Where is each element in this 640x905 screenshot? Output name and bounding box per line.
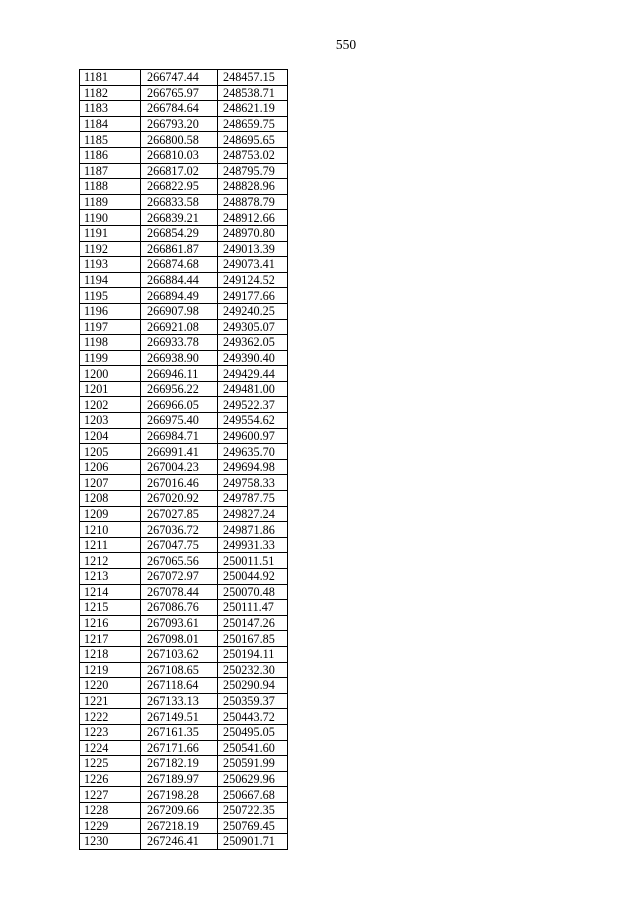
table-row	[80, 615, 288, 631]
x-coordinate-cell: 267246.41	[141, 834, 218, 850]
point-number-cell: 1218	[80, 646, 141, 662]
x-coordinate-cell: 266894.49	[141, 288, 218, 304]
point-number-cell: 1214	[80, 584, 141, 600]
table-row	[80, 740, 288, 756]
x-coordinate-cell: 267016.46	[141, 475, 218, 491]
x-coordinate-cell: 266966.05	[141, 397, 218, 413]
y-coordinate-cell: 248912.66	[218, 210, 288, 226]
table-row	[80, 491, 288, 507]
y-coordinate-cell: 248695.65	[218, 132, 288, 148]
point-number-cell: 1210	[80, 522, 141, 538]
table-row	[80, 506, 288, 522]
point-number-cell: 1211	[80, 537, 141, 553]
table-row	[80, 646, 288, 662]
y-coordinate-cell: 250769.45	[218, 818, 288, 834]
point-number-cell: 1212	[80, 553, 141, 569]
table-row	[80, 428, 288, 444]
page-number: 550	[335, 37, 357, 52]
table-row	[80, 179, 288, 195]
y-coordinate-cell: 250495.05	[218, 724, 288, 740]
y-coordinate-cell: 249390.40	[218, 350, 288, 366]
y-coordinate-cell: 248621.19	[218, 101, 288, 117]
point-number-cell: 1197	[80, 319, 141, 335]
point-number-cell: 1224	[80, 740, 141, 756]
y-coordinate-cell: 249827.24	[218, 506, 288, 522]
coordinate-table	[79, 69, 288, 850]
y-coordinate-cell: 250111.47	[218, 600, 288, 616]
x-coordinate-cell: 267118.64	[141, 678, 218, 694]
point-number-cell: 1209	[80, 506, 141, 522]
table-row	[80, 678, 288, 694]
table-row	[80, 771, 288, 787]
x-coordinate-cell: 267078.44	[141, 584, 218, 600]
y-coordinate-cell: 249694.98	[218, 459, 288, 475]
table-row	[80, 553, 288, 569]
y-coordinate-cell: 250147.26	[218, 615, 288, 631]
point-number-cell: 1228	[80, 802, 141, 818]
point-number-cell: 1188	[80, 179, 141, 195]
x-coordinate-cell: 267189.97	[141, 771, 218, 787]
x-coordinate-cell: 267103.62	[141, 646, 218, 662]
table-row	[80, 459, 288, 475]
y-coordinate-cell: 249758.33	[218, 475, 288, 491]
table-row	[80, 787, 288, 803]
point-number-cell: 1183	[80, 101, 141, 117]
point-number-cell: 1216	[80, 615, 141, 631]
point-number-cell: 1186	[80, 147, 141, 163]
table-row	[80, 70, 288, 86]
y-coordinate-cell: 249305.07	[218, 319, 288, 335]
x-coordinate-cell: 267133.13	[141, 693, 218, 709]
point-number-cell: 1221	[80, 693, 141, 709]
table-row	[80, 147, 288, 163]
x-coordinate-cell: 266861.87	[141, 241, 218, 257]
point-number-cell: 1189	[80, 194, 141, 210]
point-number-cell: 1220	[80, 678, 141, 694]
y-coordinate-cell: 249429.44	[218, 366, 288, 382]
point-number-cell: 1185	[80, 132, 141, 148]
y-coordinate-cell: 249362.05	[218, 335, 288, 351]
point-number-cell: 1193	[80, 257, 141, 273]
x-coordinate-cell: 266984.71	[141, 428, 218, 444]
x-coordinate-cell: 266784.64	[141, 101, 218, 117]
x-coordinate-cell: 266946.11	[141, 366, 218, 382]
y-coordinate-cell: 249600.97	[218, 428, 288, 444]
point-number-cell: 1199	[80, 350, 141, 366]
y-coordinate-cell: 250722.35	[218, 802, 288, 818]
x-coordinate-cell: 266854.29	[141, 225, 218, 241]
y-coordinate-cell: 248659.75	[218, 116, 288, 132]
point-number-cell: 1184	[80, 116, 141, 132]
x-coordinate-cell: 266793.20	[141, 116, 218, 132]
x-coordinate-cell: 266817.02	[141, 163, 218, 179]
table-row	[80, 475, 288, 491]
point-number-cell: 1227	[80, 787, 141, 803]
point-number-cell: 1207	[80, 475, 141, 491]
y-coordinate-cell: 249013.39	[218, 241, 288, 257]
table-row	[80, 85, 288, 101]
point-number-cell: 1204	[80, 428, 141, 444]
table-row	[80, 350, 288, 366]
table-row	[80, 600, 288, 616]
y-coordinate-cell: 250901.71	[218, 834, 288, 850]
x-coordinate-cell: 266765.97	[141, 85, 218, 101]
x-coordinate-cell: 267209.66	[141, 802, 218, 818]
x-coordinate-cell: 267004.23	[141, 459, 218, 475]
table-row	[80, 225, 288, 241]
table-row	[80, 303, 288, 319]
coordinate-table-body	[80, 70, 288, 850]
y-coordinate-cell: 250359.37	[218, 693, 288, 709]
table-row	[80, 116, 288, 132]
table-row	[80, 584, 288, 600]
table-row	[80, 288, 288, 304]
x-coordinate-cell: 267218.19	[141, 818, 218, 834]
x-coordinate-cell: 266884.44	[141, 272, 218, 288]
y-coordinate-cell: 250044.92	[218, 569, 288, 585]
table-row	[80, 272, 288, 288]
y-coordinate-cell: 248878.79	[218, 194, 288, 210]
x-coordinate-cell: 266800.58	[141, 132, 218, 148]
table-row	[80, 756, 288, 772]
y-coordinate-cell: 250443.72	[218, 709, 288, 725]
point-number-cell: 1206	[80, 459, 141, 475]
table-row	[80, 366, 288, 382]
x-coordinate-cell: 267020.92	[141, 491, 218, 507]
table-row	[80, 241, 288, 257]
y-coordinate-cell: 250541.60	[218, 740, 288, 756]
x-coordinate-cell: 267149.51	[141, 709, 218, 725]
y-coordinate-cell: 249554.62	[218, 413, 288, 429]
point-number-cell: 1208	[80, 491, 141, 507]
y-coordinate-cell: 249787.75	[218, 491, 288, 507]
table-row	[80, 693, 288, 709]
y-coordinate-cell: 248828.96	[218, 179, 288, 195]
y-coordinate-cell: 249240.25	[218, 303, 288, 319]
y-coordinate-cell: 248795.79	[218, 163, 288, 179]
x-coordinate-cell: 267065.56	[141, 553, 218, 569]
table-row	[80, 569, 288, 585]
y-coordinate-cell: 250667.68	[218, 787, 288, 803]
x-coordinate-cell: 266921.08	[141, 319, 218, 335]
point-number-cell: 1205	[80, 444, 141, 460]
x-coordinate-cell: 266822.95	[141, 179, 218, 195]
point-number-cell: 1196	[80, 303, 141, 319]
point-number-cell: 1200	[80, 366, 141, 382]
table-row	[80, 163, 288, 179]
point-number-cell: 1181	[80, 70, 141, 86]
x-coordinate-cell: 267047.75	[141, 537, 218, 553]
x-coordinate-cell: 266938.90	[141, 350, 218, 366]
y-coordinate-cell: 250232.30	[218, 662, 288, 678]
point-number-cell: 1195	[80, 288, 141, 304]
table-row	[80, 335, 288, 351]
x-coordinate-cell: 266874.68	[141, 257, 218, 273]
x-coordinate-cell: 266907.98	[141, 303, 218, 319]
table-row	[80, 724, 288, 740]
table-row	[80, 194, 288, 210]
point-number-cell: 1222	[80, 709, 141, 725]
point-number-cell: 1215	[80, 600, 141, 616]
y-coordinate-cell: 249871.86	[218, 522, 288, 538]
y-coordinate-cell: 249124.52	[218, 272, 288, 288]
point-number-cell: 1192	[80, 241, 141, 257]
x-coordinate-cell: 267171.66	[141, 740, 218, 756]
x-coordinate-cell: 266933.78	[141, 335, 218, 351]
table-row	[80, 662, 288, 678]
table-row	[80, 522, 288, 538]
x-coordinate-cell: 266747.44	[141, 70, 218, 86]
y-coordinate-cell: 248538.71	[218, 85, 288, 101]
y-coordinate-cell: 250194.11	[218, 646, 288, 662]
y-coordinate-cell: 249073.41	[218, 257, 288, 273]
y-coordinate-cell: 248457.15	[218, 70, 288, 86]
x-coordinate-cell: 267072.97	[141, 569, 218, 585]
point-number-cell: 1203	[80, 413, 141, 429]
point-number-cell: 1198	[80, 335, 141, 351]
y-coordinate-cell: 249481.00	[218, 381, 288, 397]
point-number-cell: 1191	[80, 225, 141, 241]
point-number-cell: 1201	[80, 381, 141, 397]
x-coordinate-cell: 266833.58	[141, 194, 218, 210]
point-number-cell: 1190	[80, 210, 141, 226]
y-coordinate-cell: 250290.94	[218, 678, 288, 694]
x-coordinate-cell: 267027.85	[141, 506, 218, 522]
y-coordinate-cell: 248753.02	[218, 147, 288, 163]
point-number-cell: 1226	[80, 771, 141, 787]
point-number-cell: 1194	[80, 272, 141, 288]
x-coordinate-cell: 267093.61	[141, 615, 218, 631]
x-coordinate-cell: 267182.19	[141, 756, 218, 772]
point-number-cell: 1225	[80, 756, 141, 772]
table-row	[80, 413, 288, 429]
point-number-cell: 1182	[80, 85, 141, 101]
table-row	[80, 444, 288, 460]
y-coordinate-cell: 250629.96	[218, 771, 288, 787]
x-coordinate-cell: 267036.72	[141, 522, 218, 538]
x-coordinate-cell: 267198.28	[141, 787, 218, 803]
point-number-cell: 1213	[80, 569, 141, 585]
table-row	[80, 631, 288, 647]
x-coordinate-cell: 267108.65	[141, 662, 218, 678]
y-coordinate-cell: 250591.99	[218, 756, 288, 772]
table-row	[80, 397, 288, 413]
point-number-cell: 1217	[80, 631, 141, 647]
y-coordinate-cell: 249522.37	[218, 397, 288, 413]
table-row	[80, 818, 288, 834]
point-number-cell: 1223	[80, 724, 141, 740]
y-coordinate-cell: 248970.80	[218, 225, 288, 241]
point-number-cell: 1187	[80, 163, 141, 179]
x-coordinate-cell: 267098.01	[141, 631, 218, 647]
table-row	[80, 132, 288, 148]
table-row	[80, 537, 288, 553]
y-coordinate-cell: 250167.85	[218, 631, 288, 647]
point-number-cell: 1202	[80, 397, 141, 413]
y-coordinate-cell: 250070.48	[218, 584, 288, 600]
y-coordinate-cell: 249635.70	[218, 444, 288, 460]
x-coordinate-cell: 266991.41	[141, 444, 218, 460]
x-coordinate-cell: 267086.76	[141, 600, 218, 616]
x-coordinate-cell: 266956.22	[141, 381, 218, 397]
x-coordinate-cell: 267161.35	[141, 724, 218, 740]
point-number-cell: 1219	[80, 662, 141, 678]
table-row	[80, 319, 288, 335]
table-row	[80, 802, 288, 818]
table-row	[80, 257, 288, 273]
table-row	[80, 381, 288, 397]
table-row	[80, 101, 288, 117]
y-coordinate-cell: 250011.51	[218, 553, 288, 569]
x-coordinate-cell: 266810.03	[141, 147, 218, 163]
x-coordinate-cell: 266839.21	[141, 210, 218, 226]
x-coordinate-cell: 266975.40	[141, 413, 218, 429]
point-number-cell: 1230	[80, 834, 141, 850]
table-row	[80, 709, 288, 725]
y-coordinate-cell: 249931.33	[218, 537, 288, 553]
y-coordinate-cell: 249177.66	[218, 288, 288, 304]
point-number-cell: 1229	[80, 818, 141, 834]
table-row	[80, 210, 288, 226]
table-row	[80, 834, 288, 850]
